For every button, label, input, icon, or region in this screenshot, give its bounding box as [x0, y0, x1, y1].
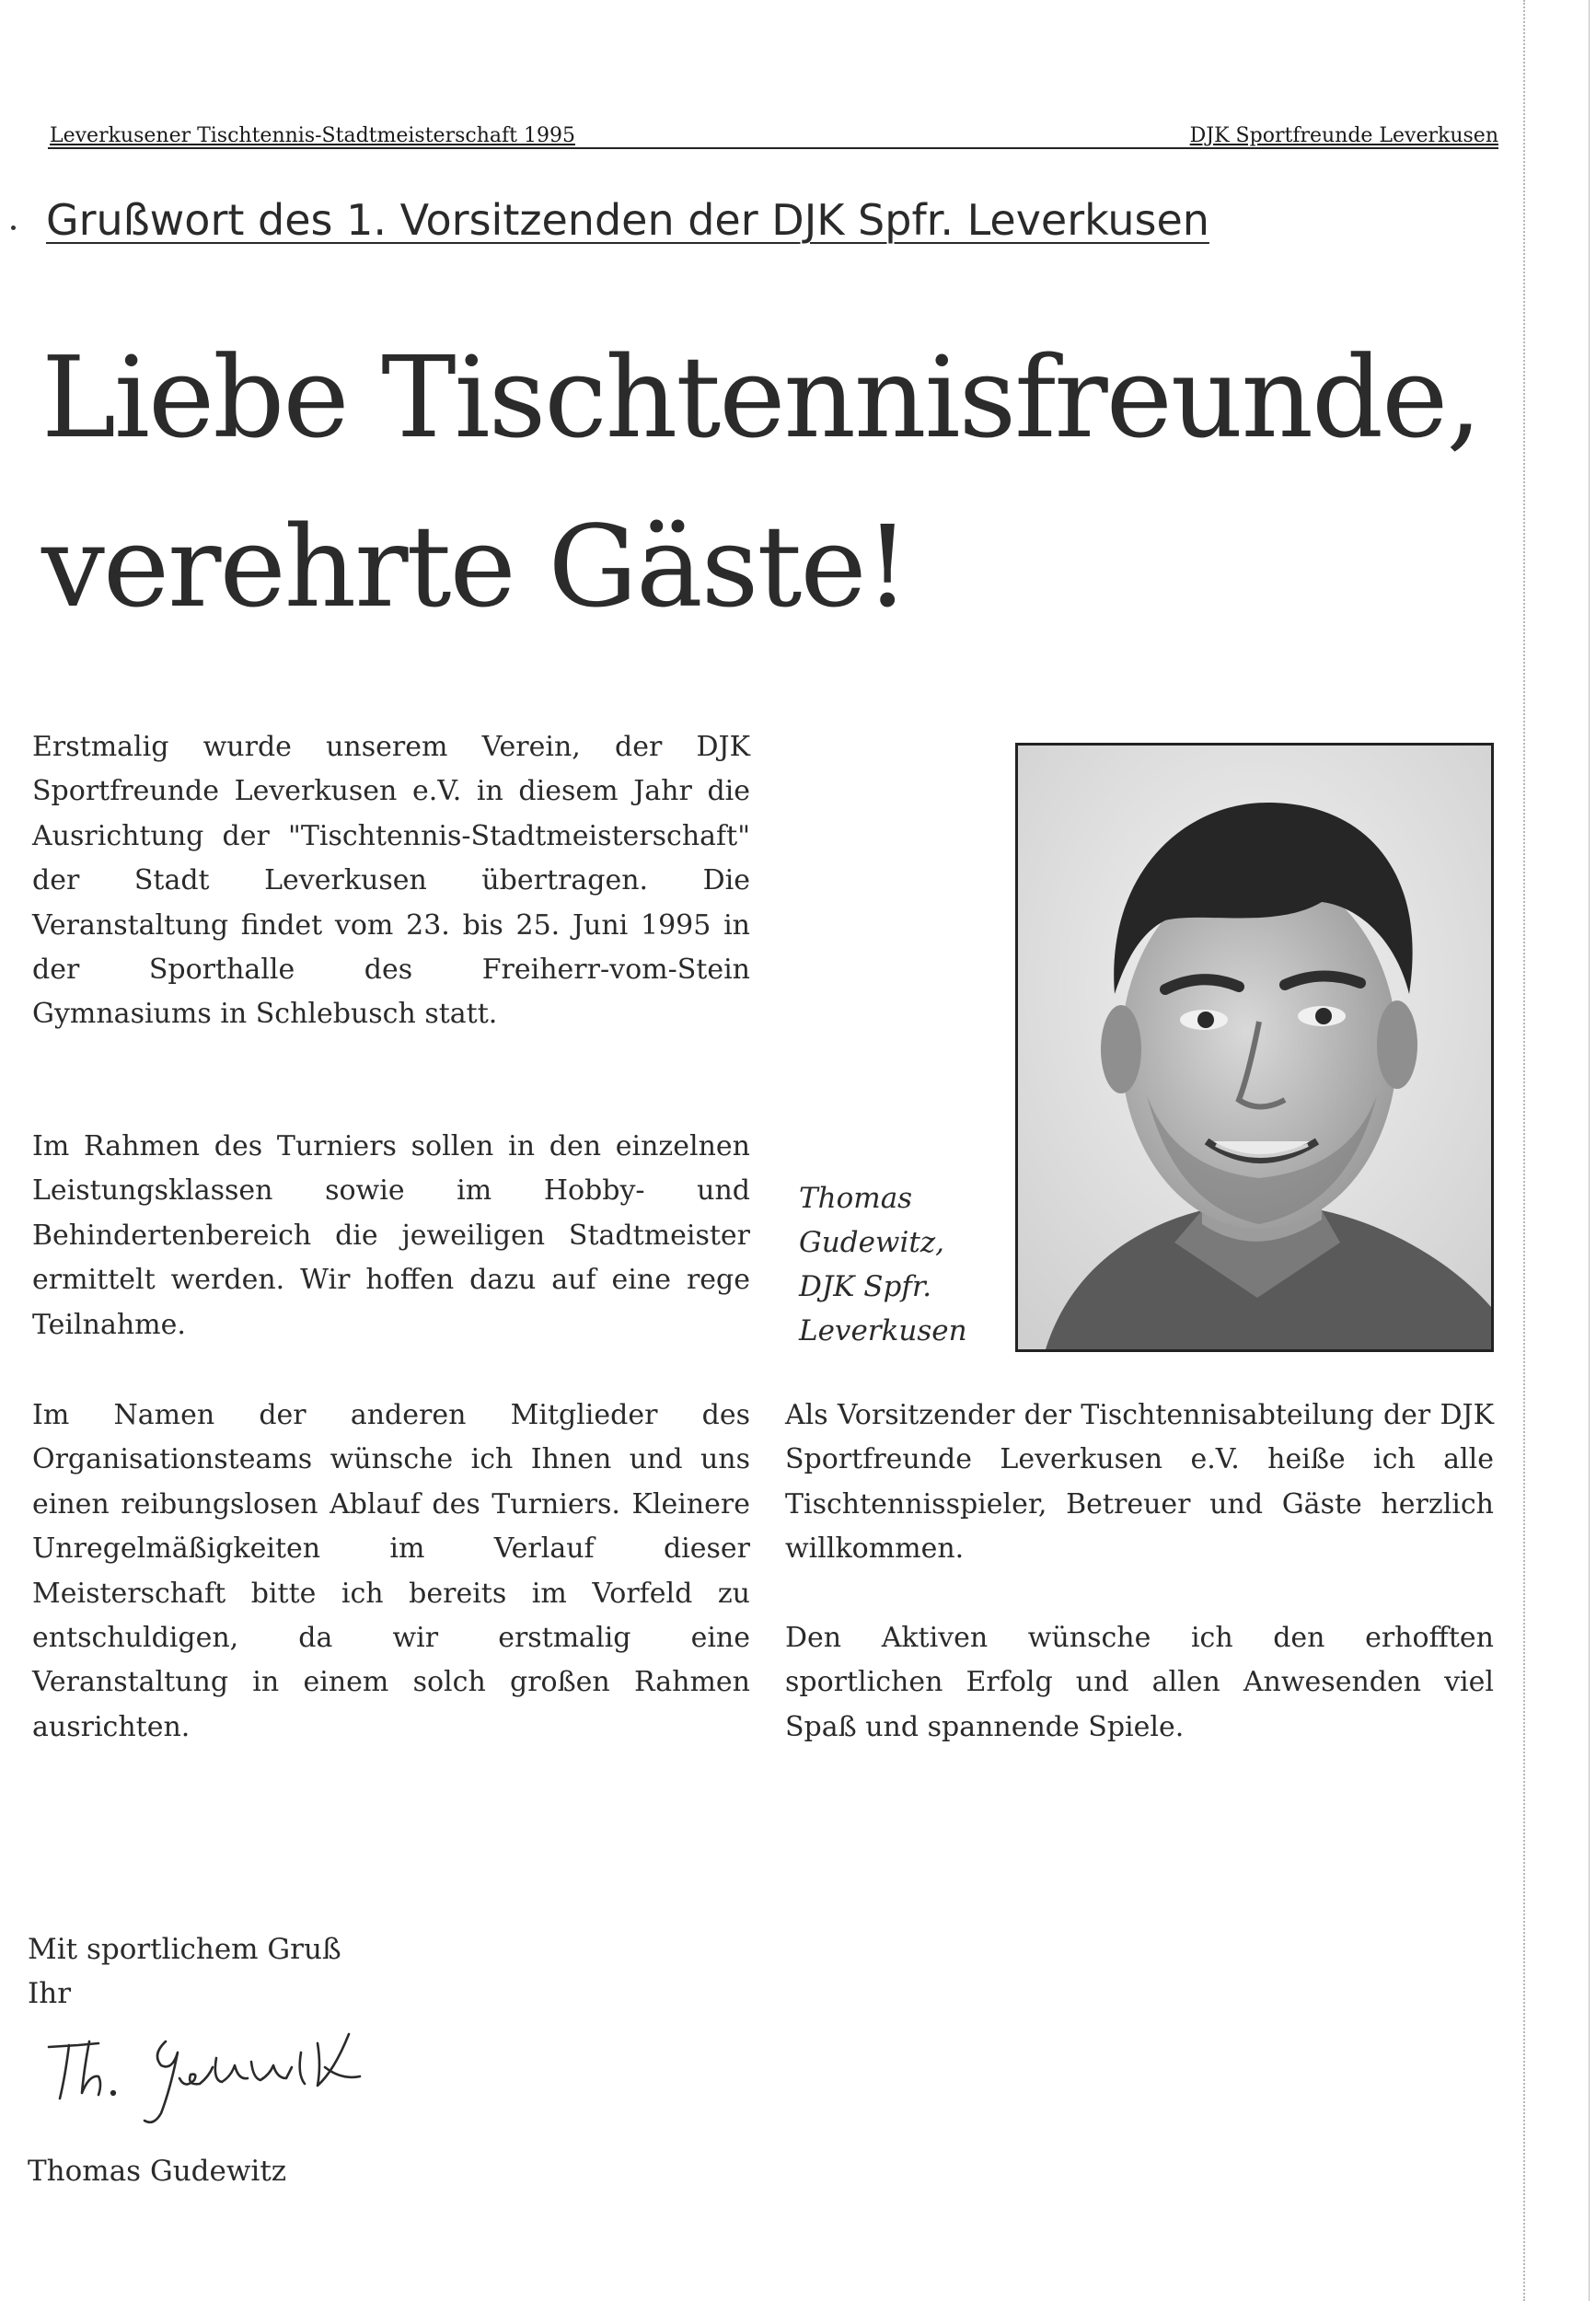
caption-line: Gudewitz,	[799, 1226, 945, 1259]
paragraph-organisation	[32, 1393, 750, 1750]
paragraph-intro	[32, 725, 750, 1037]
running-head	[48, 116, 1498, 149]
running-head-left: Leverkusener Tischtennis-Stadtmeisterschaft 1995	[50, 124, 575, 147]
page-edge-line	[1589, 0, 1590, 2301]
scan-dot	[11, 225, 16, 230]
section-heading: Grußwort des 1. Vorsitzenden der DJK Spfr. Leverkusen	[46, 195, 1209, 245]
closing-line: Ihr	[28, 1977, 72, 2010]
handwritten-signature	[41, 2025, 446, 2135]
paragraph-text: Erstmalig wurde unserem Verein, der DJK Sportfreunde Leverkusen e.V. in diesem Jahr die Ausrichtung der "Tischtennis-Stadtmeisterschaft" der Stadt Leverkusen übertragen. Die Veranstaltung findet vom 23. bis 25. Juni 1995 in der Sporthalle des Freiherr-vom-Stein Gymnasiums in Schlebusch statt.	[32, 731, 750, 1031]
title-line-1: Liebe Tischtennisfreunde,	[41, 332, 1481, 463]
closing-line: Mit sportlichem Gruß	[28, 1933, 341, 1966]
photo-caption	[799, 1176, 967, 1353]
closing-greeting	[28, 1927, 341, 2016]
page-title	[41, 313, 1480, 652]
paragraph-text: Im Namen der anderen Mitglieder des Organisationsteams wünsche ich Ihnen und uns einen reibungslosen Ablauf des Turniers. Kleinere Unregelmäßigkeiten im Verlauf dieser Meisterschaft bitte ich bereits im Vorfeld zu entschuldigen, da wir erstmalig eine Veranstaltung in einem solch großen Rahmen ausrichten.	[32, 1399, 750, 1743]
running-head-right: DJK Sportfreunde Leverkusen	[1189, 124, 1498, 147]
page-edge-mark	[1523, 0, 1526, 2301]
paragraph-text: Als Vorsitzender der Tischtennisabteilung der DJK Sportfreunde Leverkusen e.V. heiße ich alle Tischtennisspieler, Betreuer und Gäste herzlich willkommen.	[785, 1399, 1494, 1566]
caption-line: Leverkusen	[799, 1314, 967, 1347]
caption-line: DJK Spfr.	[799, 1270, 932, 1303]
caption-line: Thomas	[799, 1182, 913, 1215]
paragraph-tournament	[32, 1125, 750, 1347]
title-line-2: verehrte Gäste!	[41, 502, 908, 632]
portrait-illustration	[1018, 746, 1491, 1349]
signer-name: Thomas Gudewitz	[28, 2155, 287, 2188]
paragraph-wishes	[785, 1616, 1494, 1750]
paragraph-text: Den Aktiven wünsche ich den erhofften sportlichen Erfolg und allen Anwesenden viel Spaß und spannende Spiele.	[785, 1622, 1494, 1743]
paragraph-welcome	[785, 1393, 1494, 1572]
portrait-photo	[1015, 743, 1494, 1352]
paragraph-text: Im Rahmen des Turniers sollen in den einzelnen Leistungsklassen sowie im Hobby- und Behindertenbereich die jeweiligen Stadtmeister ermittelt werden. Wir hoffen dazu auf eine rege Teilnahme.	[32, 1130, 750, 1341]
